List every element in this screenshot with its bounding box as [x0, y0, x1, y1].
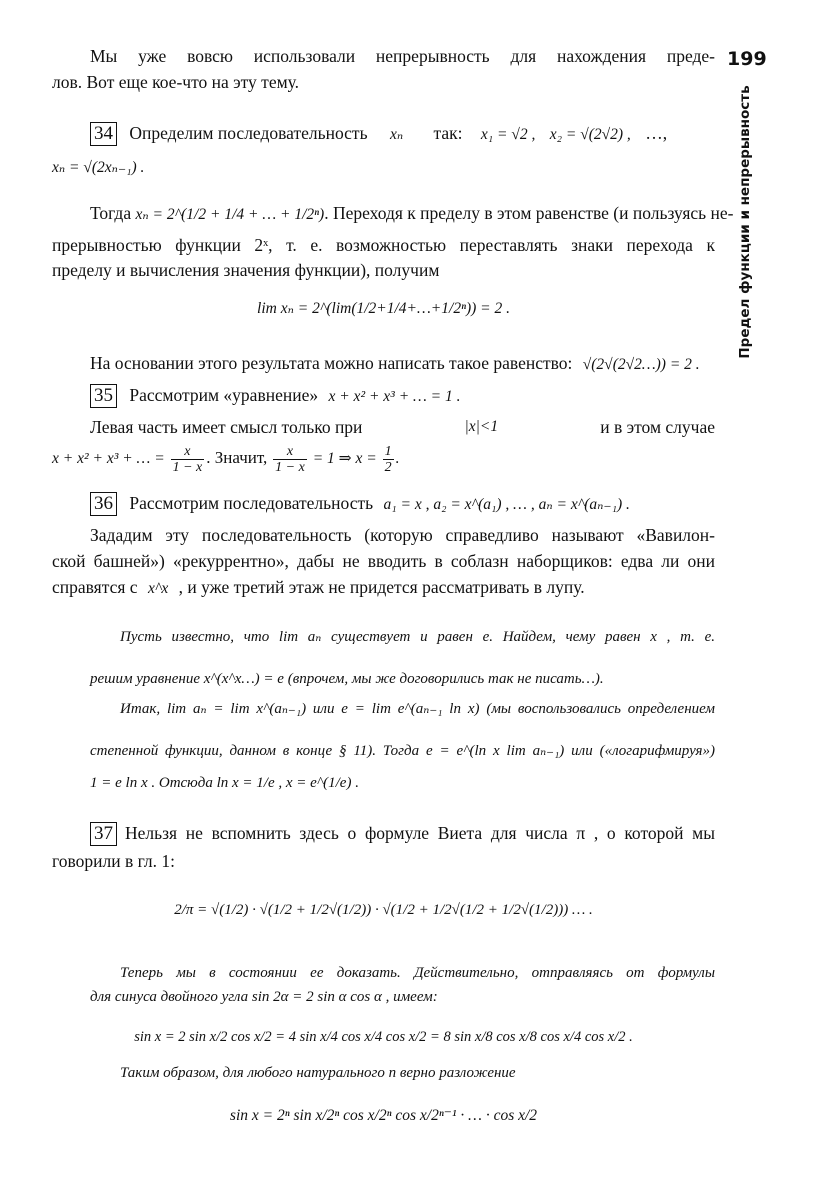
- problem-36-lead: Рассмотрим последовательность: [129, 493, 374, 513]
- series-equation: x + x² + x³ + … = 1 .: [328, 388, 461, 405]
- problem-36-italic-2: решим уравнение x^(x^x…) = e (впрочем, мы же договорились так не писать…).: [90, 671, 604, 687]
- problem-35-line-1: [90, 382, 715, 410]
- fraction-one-half: [383, 444, 394, 475]
- fraction-x-over-1-minus-x-2: [273, 444, 307, 475]
- problem-37-line-1: [90, 820, 715, 846]
- numerator: x: [273, 444, 307, 460]
- page-number: 199: [727, 48, 767, 70]
- problem-37-lead: Нельзя не вспомнить здесь о формуле Виета для числа π , о которой мы: [125, 823, 715, 843]
- fraction-x-over-1-minus-x: [171, 444, 205, 475]
- equals-one: = 1: [312, 450, 335, 468]
- problem-37-italic-3: Таким образом, для любого натурального n верно разложение: [120, 1065, 516, 1081]
- x1-formula: x₁ = √2 ,: [480, 126, 536, 143]
- ellipsis: …,: [645, 123, 668, 143]
- series-sum: x + x² + x³ + … =: [52, 450, 165, 468]
- then-formula: xₙ = 2^(1/2 + 1/4 + … + 1/2ⁿ): [135, 206, 325, 223]
- line2-lead: Левая часть имеет смысл только при: [90, 417, 363, 437]
- denominator: 1 − x: [275, 460, 305, 475]
- line4-lead: справятся с: [52, 577, 138, 597]
- nested-root-equation: √(2√(2√2…)) = 2 .: [582, 356, 700, 373]
- problem-34-conclusion: [90, 350, 715, 378]
- line2-tail: и в этом случае: [600, 417, 715, 437]
- denominator: 2: [384, 460, 392, 475]
- problem-36-line-2: Зададим эту последовательность (которую справедливо называют «Вавилон-: [90, 525, 715, 545]
- intro-line-1: Мы уже вовсю использовали непрерывность для нахождения преде-: [90, 46, 715, 66]
- problem-34-line-3: [90, 200, 734, 228]
- problem-34-lead: Определим последовательность: [129, 123, 368, 143]
- problem-number: 37: [90, 822, 117, 846]
- problem-36-italic-4: степенной функции, данном в конце § 11). Тогда e = e^(ln x lim aₙ₋₁) или («логарифмируя»): [90, 743, 715, 759]
- problem-35-lead: Рассмотрим «уравнение»: [129, 385, 319, 405]
- problem-34-line-5: пределу и вычисления значения функции), получим: [52, 260, 440, 280]
- conclusion-text: На основании этого результата можно написать такое равенство:: [90, 353, 573, 373]
- tak-word: так:: [433, 123, 463, 143]
- intro-line-2: лов. Вот еще кое-что на эту тему.: [52, 72, 300, 92]
- problem-36-italic-1: Пусть известно, что lim aₙ существует и равен e. Найдем, чему равен x , т. е.: [120, 629, 715, 645]
- problem-35-line-3: x + x² + x³ + … = $\frac{x}{1 - x}$ . Значит, $\frac{x}{1 - x}$ = 1 ⇒ x = $\frac{1}{2}$ .: [52, 444, 400, 475]
- numerator: 1: [384, 444, 392, 459]
- x2-formula: x₂ = √(2√2) ,: [549, 126, 631, 143]
- problem-36-line-1: [90, 490, 715, 518]
- seq-symbol: xₙ: [389, 126, 404, 143]
- running-head-text: Предел функции и непрерывность: [737, 85, 753, 359]
- xn-formula: xₙ = √(2xₙ₋₁) .: [52, 159, 145, 176]
- viete-formula: 2/π = √(1/2) · √(1/2 + 1/2√(1/2)) · √(1/2 + 1/2√(1/2 + 1/2√(1/2))) … .: [174, 902, 593, 918]
- tower-sequence: a₁ = x , a₂ = x^(a₁) , … , aₙ = x^(aₙ₋₁) .: [383, 496, 630, 513]
- sine-expansion: sin x = 2 sin x/2 cos x/2 = 4 sin x/4 cos x/4 cos x/2 = 8 sin x/8 cos x/8 cos x/4 cos x/2 .: [134, 1029, 633, 1045]
- condition: |x|<1: [464, 418, 499, 435]
- numerator: x: [171, 444, 205, 460]
- x-power-x: x^x: [147, 580, 169, 597]
- znachit-word: . Значит,: [206, 448, 268, 468]
- implies-x: ⇒ x =: [338, 450, 377, 468]
- problem-number: 36: [90, 492, 117, 516]
- sine-product-formula: sin x = 2ⁿ sin x/2ⁿ cos x/2ⁿ cos x/2ⁿ⁻¹ · … · cos x/2: [229, 1107, 538, 1124]
- line4-tail: , и уже третий этаж не придется рассматривать в лупу.: [178, 577, 585, 597]
- problem-36-line-4: [52, 574, 715, 602]
- problem-36-line-3: ской башней») «рекуррентно», дабы не вводить в соблазн наборщиков: едва ли они: [52, 551, 715, 571]
- then-word: Тогда: [90, 203, 132, 223]
- problem-34-line-4: прерывностью функции 2ˣ, т. е. возможностью переставлять знаки перехода к: [52, 235, 715, 255]
- problem-number: 35: [90, 384, 117, 408]
- problem-36-italic-3: Итак, lim aₙ = lim x^(aₙ₋₁) или e = lim e^(aₙ₋₁ ln x) (мы воспользовались определением: [120, 701, 715, 717]
- problem-36-italic-5: 1 = e ln x . Отсюда ln x = 1/e , x = e^(1/e) .: [90, 775, 359, 791]
- then-rest: . Переходя к пределу в этом равенстве (и пользуясь не-: [324, 203, 734, 223]
- limit-equation: lim xₙ = 2^(lim(1/2+1/4+…+1/2ⁿ)) = 2 .: [257, 300, 510, 317]
- problem-37-italic-2: для синуса двойного угла sin 2α = 2 sin α cos α , имеем:: [90, 989, 438, 1005]
- problem-37-italic-1: Теперь мы в состоянии ее доказать. Действительно, отправляясь от формулы: [120, 965, 715, 981]
- problem-number: 34: [90, 122, 117, 146]
- problem-35-line-2: [90, 414, 715, 440]
- problem-37-line-2: говорили в гл. 1:: [52, 851, 175, 871]
- denominator: 1 − x: [172, 460, 203, 475]
- problem-34-line-1: [90, 120, 715, 148]
